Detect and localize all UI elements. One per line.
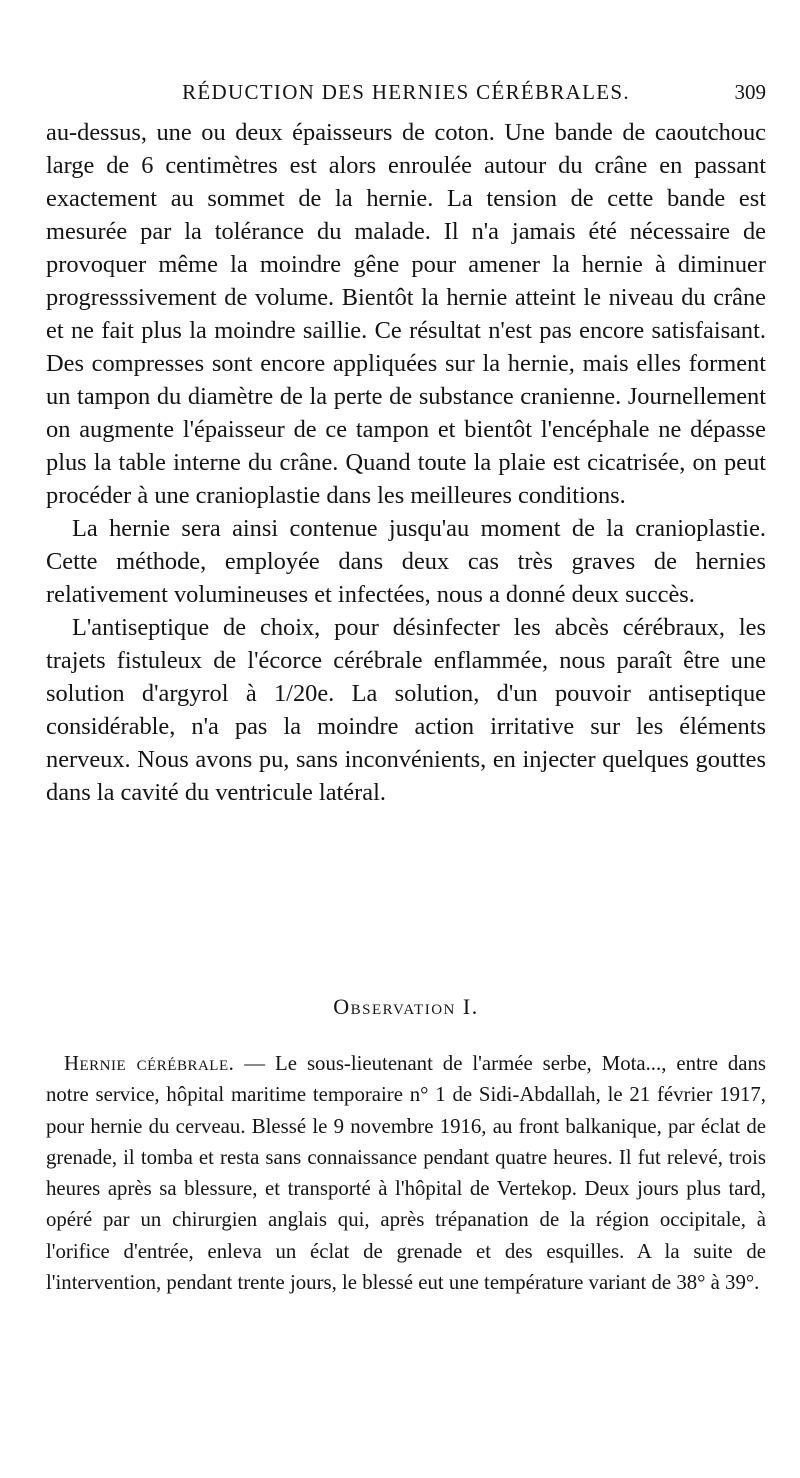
- running-title: RÉDUCTION DES HERNIES CÉRÉBRALES.: [182, 80, 630, 104]
- observation-body: — Le sous-lieutenant de l'armée serbe, Mota..., entre dans notre service, hôpital maritime temporaire n° 1 de Sidi-Abdallah, le 21 février 1917, pour hernie du cerveau. Blessé le 9 novembre 1916, au front balkanique, par éclat de grenade, il tomba et resta sans connaissance pendant quatre heures. Il fut relevé, trois heures après sa blessure, et transporté à l'hôpital de Vertekop. Deux jours plus tard, opéré par un chirurgien anglais qui, après trépanation de la région occipitale, à l'orifice d'entrée, enleva un éclat de grenade et des esquilles. A la suite de l'intervention, pendant trente jours, le blessé eut une température variant de 38° à 39°.: [46, 1052, 767, 1295]
- paragraph-cranioplasty: La hernie sera ainsi contenue jusqu'au moment de la cranioplastie. Cette méthode, employée dans deux cas très graves de hernies relativement volumineuses et infectées, nous a donné deux succès.: [46, 515, 766, 608]
- page-number: 309: [734, 80, 766, 104]
- paragraph-continuation: au-dessus, une ou deux épaisseurs de coton. Une bande de caoutchouc large de 6 centimètres est alors enroulée autour du crâne en passant exactement au sommet de la hernie. La tension de cette bande est mesurée par la tolérance du malade. Il n'a jamais été nécessaire de provoquer même la moindre gêne pour amener la hernie à diminuer progresssivement de volume. Bientôt la hernie atteint le niveau du crâne et ne fait plus la moindre saillie. Ce résultat n'est pas encore satisfaisant. Des compresses sont encore appliquées sur la hernie, mais elles forment un tampon du diamètre de la perte de substance cranienne. Journellement on augmente l'épaisseur de ce tampon et bientôt l'encéphale ne dépasse plus la table interne du crâne. Quand toute la plaie est cicatrisée, on peut procéder à une cranioplastie dans les meilleures conditions.: [46, 119, 766, 509]
- main-text: [46, 116, 766, 809]
- paragraph-antiseptic: L'antiseptique de choix, pour désinfecter les abcès cérébraux, les trajets fistuleux de l'écorce cérébrale enflammée, nous paraît être une solution d'argyrol à 1/20e. La solution, d'un pouvoir antiseptique considérable, n'a pas la moindre action irritative sur les éléments nerveux. Nous avons pu, sans inconvénients, en injecter quelques gouttes dans la cavité du ventricule latéral.: [46, 614, 766, 806]
- observation-lead: Hernie cérébrale.: [64, 1052, 235, 1075]
- page-header: [46, 74, 766, 108]
- observation-paragraph: [46, 1048, 766, 1298]
- observation-heading: Observation I.: [333, 994, 479, 1019]
- observation-text: [46, 1048, 766, 1298]
